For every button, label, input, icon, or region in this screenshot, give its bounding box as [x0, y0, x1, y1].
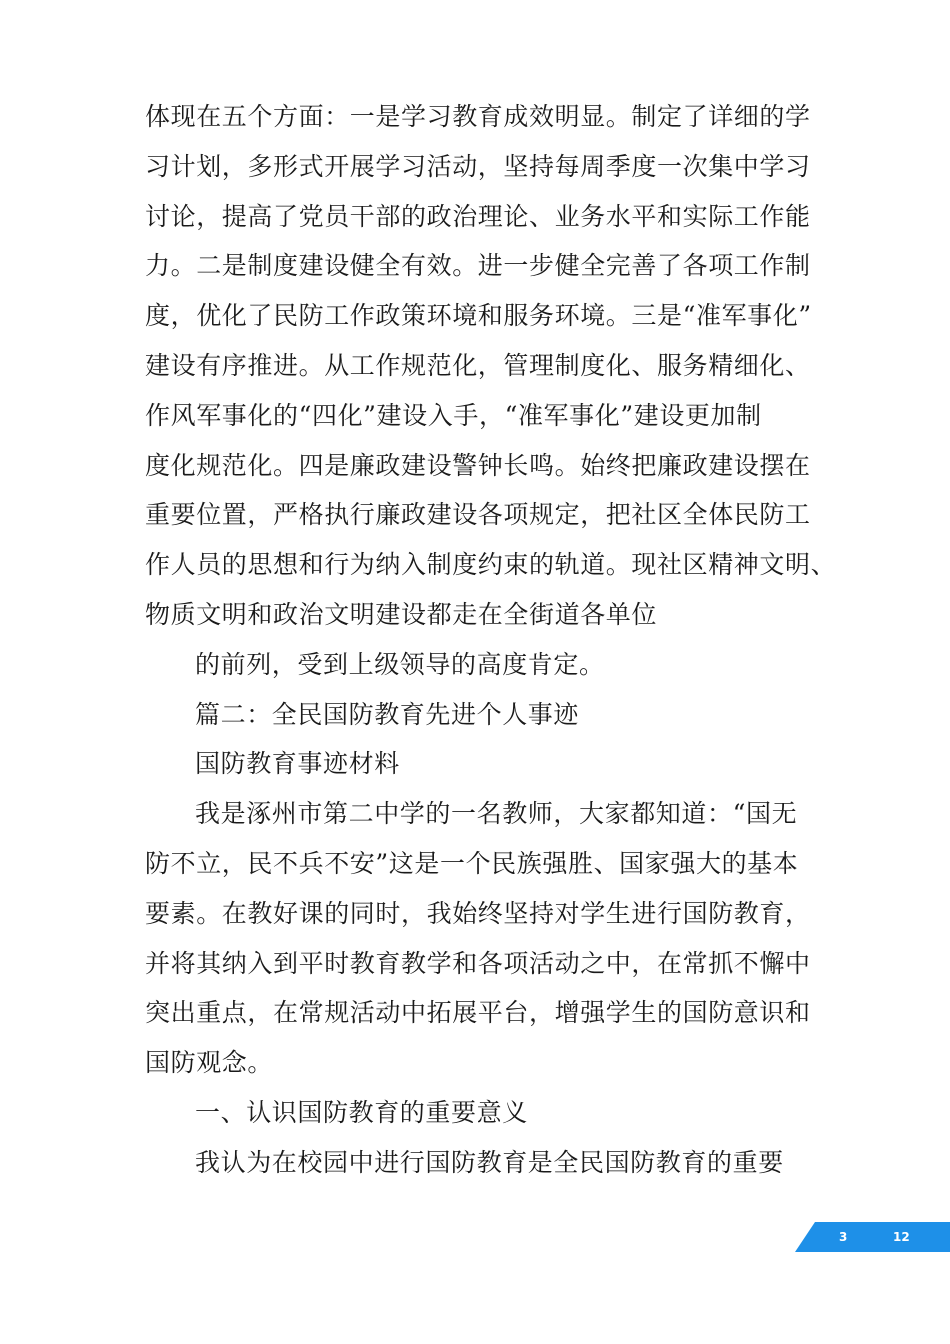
text-line: 作风军事化的“四化”建设入手，“准军事化”建设更加制: [145, 400, 762, 430]
text-line: 我认为在校园中进行国防教育是全民国防教育的重要: [195, 1147, 784, 1177]
text-line: 篇二：全民国防教育先进个人事迹: [195, 699, 580, 729]
total-page-count: 12: [893, 1230, 910, 1244]
text-line: 一、认识国防教育的重要意义: [195, 1097, 528, 1127]
text-line: 并将其纳入到平时教育教学和各项活动之中，在常抓不懈中: [145, 948, 811, 978]
text-line: 要素。在教好课的同时，我始终坚持对学生进行国防教育，: [145, 898, 811, 928]
text-line: 国防教育事迹材料: [195, 749, 400, 779]
text-line: 度，优化了民防工作政策环境和服务环境。三是“准军事化”: [145, 301, 812, 331]
text-line: 体现在五个方面：一是学习教育成效明显。制定了详细的学: [145, 102, 811, 131]
text-line: 我是涿州市第二中学的一名教师，大家都知道：“国无: [195, 799, 798, 829]
text-line: 防不立，民不兵不安”这是一个民族强胜、国家强大的基本: [145, 848, 799, 878]
text-line: 国防观念。: [145, 1048, 274, 1078]
text-line: 作人员的思想和行为纳入制度约束的轨道。现社区精神文明、: [145, 550, 837, 580]
text-line: 力。二是制度建设健全有效。进一步健全完善了各项工作制: [145, 251, 811, 281]
body-text: [145, 92, 837, 1188]
text-line: 习计划，多形式开展学习活动，坚持每周季度一次集中学习: [145, 151, 811, 181]
text-line: 讨论，提高了党员干部的政治理论、业务水平和实际工作能: [145, 201, 811, 231]
footer-banner: [795, 1222, 950, 1252]
text-line: 的前列，受到上级领导的高度肯定。: [195, 649, 605, 679]
text-line: 建设有序推进。从工作规范化，管理制度化、服务精细化、: [145, 350, 811, 380]
current-page-number: 3: [839, 1230, 848, 1244]
text-line: 物质文明和政治文明建设都走在全街道各单位: [145, 599, 658, 629]
text-line: 重要位置，严格执行廉政建设各项规定，把社区全体民防工: [145, 500, 811, 530]
text-line: 度化规范化。四是廉政建设警钟长鸣。始终把廉政建设摆在: [145, 450, 811, 480]
page-footer: [795, 1222, 950, 1252]
text-line: 突出重点，在常规活动中拓展平台，增强学生的国防意识和: [145, 998, 811, 1028]
